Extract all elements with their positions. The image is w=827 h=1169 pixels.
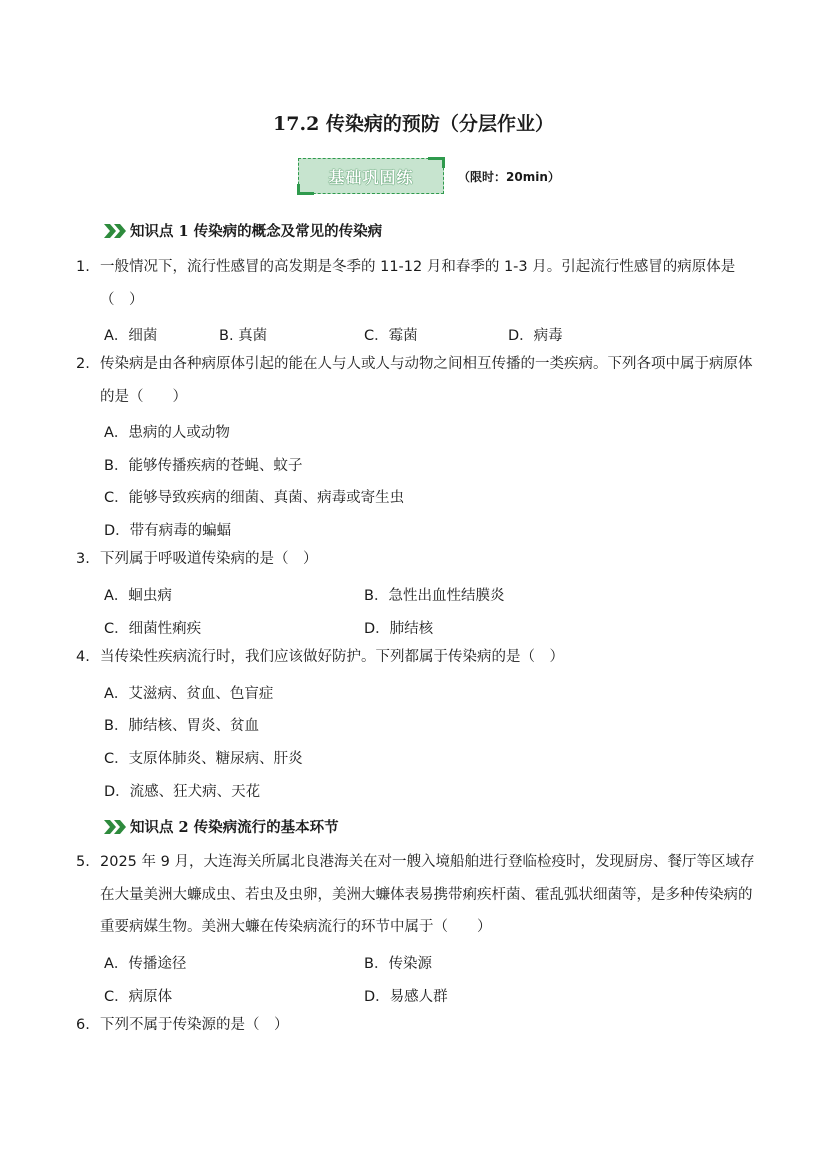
option-d: D．易感人群	[364, 989, 448, 1005]
question-stem: 2025 年 9 月，大连海关所属北良港海关在对一艘入境船舶进行登临检疫时，发现厨房、餐厅等区域存在大量美洲大蠊成虫、若虫及虫卵，美洲大蠊体表易携带痢疾杆菌、霍乱弧状细菌等，是多种传染病的重要病媒生物。美洲大蠊在传染病流行的环节中属于（ ）	[100, 854, 755, 936]
option-a: A．传播途径	[104, 956, 187, 972]
question-number: 6.	[76, 1017, 90, 1033]
section-label: 知识点 1 传染病的概念及常见的传染病	[130, 223, 383, 240]
section-heading-1	[104, 220, 382, 241]
option-b: B．肺结核、胃炎、贫血	[104, 718, 259, 734]
section-heading-2	[104, 816, 339, 837]
option-b: B. 真菌	[219, 328, 268, 344]
option-a: A．患病的人或动物	[104, 425, 230, 441]
question-2	[76, 348, 756, 413]
page-title: 17.2 传染病的预防（分层作业）	[273, 113, 554, 135]
question-stem: 下列属于呼吸道传染病的是（ ）	[100, 551, 318, 567]
option-a: A．艾滋病、贫血、色盲症	[104, 686, 274, 702]
question-stem: 一般情况下，流行性感冒的高发期是冬季的 11-12 月和春季的 1-3 月。引起流行性感冒的病原体是（ ）	[100, 259, 736, 308]
section-label: 知识点 2 传染病流行的基本环节	[130, 819, 339, 836]
double-chevron-icon	[104, 820, 128, 834]
question-3	[76, 543, 756, 576]
option-d: D．流感、狂犬病、天花	[104, 784, 261, 800]
option-b: B．能够传播疾病的苍蝇、蚊子	[104, 458, 303, 474]
question-number: 1.	[76, 259, 90, 275]
question-5	[76, 846, 756, 944]
question-number: 3.	[76, 551, 90, 567]
question-1	[76, 251, 756, 316]
option-c: C．细菌性痢疾	[104, 621, 202, 637]
question-stem: 下列不属于传染源的是（ ）	[100, 1017, 289, 1033]
option-d: D．带有病毒的蝙蝠	[104, 523, 232, 539]
option-a: A．细菌	[104, 328, 158, 344]
question-number: 5.	[76, 854, 90, 870]
question-number: 2.	[76, 356, 90, 372]
question-stem: 传染病是由各种病原体引起的能在人与人或人与动物之间相互传播的一类疾病。下列各项中属于病原体的是（ ）	[100, 356, 753, 405]
option-c: C．霉菌	[364, 328, 418, 344]
option-b: B．传染源	[364, 956, 432, 972]
option-d: D．肺结核	[364, 621, 434, 637]
option-d: D．病毒	[508, 328, 563, 344]
double-chevron-icon	[104, 224, 128, 238]
option-a: A．蛔虫病	[104, 588, 172, 604]
option-c: C．病原体	[104, 989, 173, 1005]
question-number: 4.	[76, 649, 90, 665]
question-6	[76, 1009, 756, 1042]
question-4	[76, 641, 756, 674]
option-c: C．能够导致疾病的细菌、真菌、病毒或寄生虫	[104, 490, 405, 506]
badge-row	[298, 157, 560, 195]
time-limit-note: （限时：20min）	[458, 169, 560, 184]
level-badge: 基础巩固练	[298, 158, 444, 194]
question-stem: 当传染性疾病流行时，我们应该做好防护。下列都属于传染病的是（ ）	[100, 649, 564, 665]
option-c: C．支原体肺炎、糖尿病、肝炎	[104, 751, 303, 767]
option-b: B．急性出血性结膜炎	[364, 588, 505, 604]
